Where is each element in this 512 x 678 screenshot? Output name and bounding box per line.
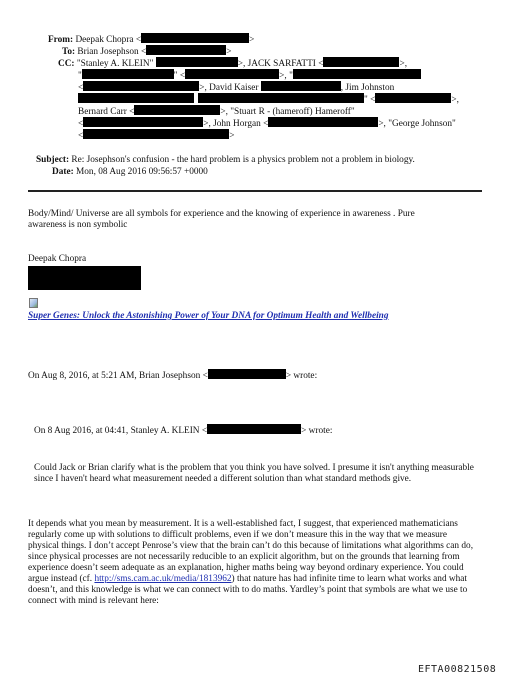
subject-text: Re: Josephson's confusion - the hard problem is a physics problem not a problem in biology.	[71, 155, 415, 165]
cc-text: " <	[173, 71, 186, 81]
from-name: Deepak Chopra <	[75, 35, 142, 45]
cc-text: Bernard Carr <	[78, 107, 135, 117]
redaction	[82, 69, 174, 79]
redaction	[261, 81, 341, 91]
header-divider	[28, 190, 482, 192]
quote-header-text: On Aug 8, 2016, at 5:21 AM, Brian Josephson <	[28, 371, 208, 381]
redaction	[134, 105, 220, 115]
document-id: EFTA00821508	[418, 664, 497, 675]
cc-text: <	[78, 83, 84, 93]
body-paragraph: Body/Mind/ Universe are all symbols for experience and the knowing of experience in awareness . Pure awareness is non symbolic	[28, 209, 415, 230]
quote-header-text: On 8 Aug 2016, at 04:41, Stanley A. KLEIN <	[34, 426, 208, 436]
redaction	[293, 69, 421, 79]
date-line	[52, 167, 208, 178]
redaction	[83, 81, 199, 91]
josephson-text: ) that nature has had infinite time to learn what works and what doesn’t, and this knowledge is what we can connect with to do maths. Yardley’s point that symbols are what we use to connect with mind is relevant here:	[28, 574, 468, 606]
to-name: Brian Josephson	[77, 47, 139, 57]
cc-text: >	[229, 131, 235, 141]
cc-text: " <	[364, 95, 376, 105]
cc-text: >, "Stuart R - (hameroff) Hameroff"	[220, 107, 355, 117]
redaction	[207, 424, 301, 434]
cc-text: >, "George Johnson"	[378, 119, 456, 129]
redaction	[83, 129, 229, 139]
josephson-link[interactable]: http://sms.cam.ac.uk/media/1813962	[94, 574, 232, 584]
cc-text: <	[78, 131, 84, 141]
to-label: To:	[62, 47, 76, 57]
cc-text: >,	[399, 59, 408, 69]
josephson-paragraph	[28, 519, 478, 607]
cc-text: >, "	[279, 71, 293, 81]
redaction	[198, 93, 364, 103]
from-line: From: Deepak Chopra < >	[48, 35, 255, 45]
cc-text: >, John Horgan <	[203, 119, 269, 129]
cc-text: <	[78, 119, 84, 129]
josephson-text: It depends what you mean by measurement. It is a well-established fact, I suggest, that experienced mathematicians regularly come up with solutions to difficult problems, even if we don’t measure this in the way that we measure physical things. I don’t accept Penrose’s view that the brain can’t do this because of limitations what algorithms can do, since physical processes are not necessarily reducible to an explicit algorithm, but on the grounds that learning from experience doesn’t seem adequate as an explanation, higher maths being way beyond ordinary experience. You could argue instead (cf.	[28, 519, 474, 584]
cc-text: , Jim Johnston	[340, 83, 395, 93]
subject-line	[36, 155, 415, 166]
redaction	[78, 93, 194, 103]
quote-header-text: > wrote:	[285, 371, 318, 381]
quote-header-text: > wrote:	[301, 426, 333, 436]
from-label: From:	[48, 35, 74, 45]
cc-text: >, David Kaiser	[199, 83, 259, 93]
redaction	[141, 33, 249, 43]
cc-line-6	[78, 129, 235, 142]
redaction	[323, 57, 399, 67]
redaction	[185, 69, 279, 79]
redaction	[83, 117, 203, 127]
to-line: To: Brian Josephson < >	[62, 47, 232, 57]
date-text: Mon, 08 Aug 2016 09:56:57 +0000	[76, 167, 208, 177]
cc-text: >, JACK SARFATTI <	[237, 59, 324, 69]
redaction	[156, 57, 238, 67]
cc-label: CC:	[58, 59, 75, 69]
book-link[interactable]	[28, 311, 388, 322]
cc-text: "	[78, 71, 82, 81]
date-label: Date:	[52, 167, 74, 177]
redaction	[146, 45, 226, 55]
quote-header-klein	[34, 424, 332, 437]
redaction	[268, 117, 378, 127]
subject-label: Subject:	[36, 155, 70, 165]
klein-paragraph: Could Jack or Brian clarify what is the problem that you think you have solved. I presume it isn't anything measurable since I haven't heard what measurement needed a different solution than what standard methods give.	[34, 463, 474, 484]
cc-text: "Stanley A. KLEIN"	[76, 59, 154, 69]
quote-header-josephson	[28, 369, 317, 382]
broken-image-icon	[29, 298, 38, 308]
redaction	[375, 93, 451, 103]
book-link-text[interactable]: Super Genes: Unlock the Astonishing Power of Your DNA for Optimum Health and Wellbeing	[28, 311, 389, 321]
redaction	[28, 266, 141, 290]
signature-name: Deepak Chopra	[28, 254, 87, 264]
redaction	[208, 369, 286, 379]
cc-text: >,	[451, 95, 459, 105]
